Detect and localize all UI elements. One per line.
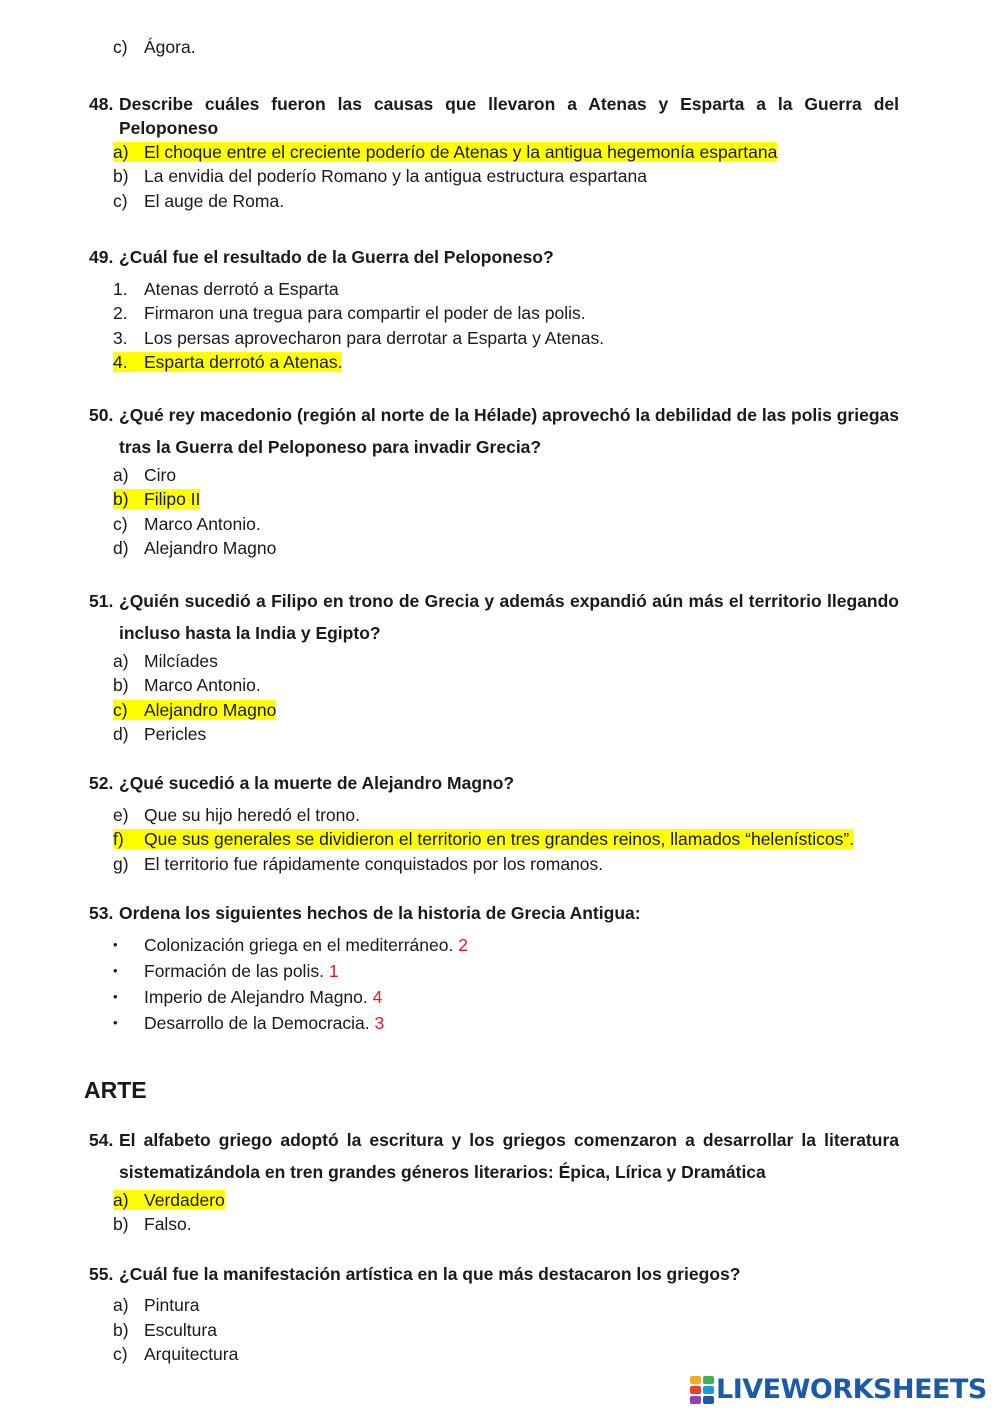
answer-option: b) Marco Antonio. — [113, 675, 261, 695]
answer-option: b) La envidia del poderío Romano y la antigua estructura espartana — [113, 166, 647, 186]
question-54: 54. El alfabeto griego adoptó la escritura y los griegos comenzaron a desarrollar la literatura sistematizándola en tren grandes géneros literarios: Épica, Lírica y Dramática — [89, 1130, 899, 1182]
list-item: • Formación de las polis. 1 — [113, 961, 339, 981]
section-title: ARTE — [84, 1077, 147, 1103]
list-item: • Desarrollo de la Democracia. 3 — [113, 1013, 385, 1033]
question-55: 55. ¿Cuál fue la manifestación artística en la que más destacaron los griegos? — [89, 1264, 741, 1284]
answer-option: c) Alejandro Magno — [113, 700, 277, 720]
answer-option: a) El choque entre el creciente poderío de Atenas y la antigua hegemonía espartana — [113, 142, 778, 162]
question-53: 53. Ordena los siguientes hechos de la historia de Grecia Antigua: — [89, 903, 641, 923]
answer-option: c) Arquitectura — [113, 1344, 239, 1364]
answer-number: 3 — [374, 1013, 385, 1033]
answer-option: g) El territorio fue rápidamente conquistados por los romanos. — [113, 854, 604, 874]
answer-option: a) Pintura — [113, 1295, 200, 1315]
answer-option: c) Marco Antonio. — [113, 514, 261, 534]
answer-option: d) Alejandro Magno — [113, 538, 277, 558]
answer-option: 4. Esparta derrotó a Atenas. — [113, 352, 343, 372]
liveworksheets-logo — [690, 1374, 987, 1405]
logo-icon — [690, 1376, 714, 1404]
answer-option: f) Que sus generales se dividieron el territorio en tres grandes reinos, llamados “helenísticos”. — [113, 829, 855, 849]
answer-option: b) Filipo II — [113, 489, 201, 509]
list-item: • Colonización griega en el mediterráneo. 2 — [113, 935, 468, 955]
answer-option: 1. Atenas derrotó a Esparta — [113, 279, 339, 299]
answer-option: 2. Firmaron una tregua para compartir el poder de las polis. — [113, 303, 586, 323]
answer-option: a) Milcíades — [113, 651, 218, 671]
answer-option: b) Escultura — [113, 1320, 217, 1340]
question-50: 50. ¿Qué rey macedonio (región al norte de la Hélade) aprovechó la debilidad de las polis griegas tras la Guerra del Peloponeso para invadir Grecia? — [89, 405, 899, 457]
answer-option: a) Ciro — [113, 465, 177, 485]
logo-text: LIVEWORKSHEETS — [716, 1374, 987, 1405]
answer-option: c) El auge de Roma. — [113, 191, 285, 211]
answer-number: 4 — [372, 987, 383, 1007]
question-51: 51. ¿Quién sucedió a Filipo en trono de Grecia y además expandió aún más el territorio llegando incluso hasta la India y Egipto? — [89, 591, 899, 643]
question-48: 48. Describe cuáles fueron las causas que llevaron a Atenas y Esparta a la Guerra del Peloponeso — [89, 94, 899, 138]
question-52: 52. ¿Qué sucedió a la muerte de Alejandro Magno? — [89, 773, 515, 793]
question-49: 49. ¿Cuál fue el resultado de la Guerra del Peloponeso? — [89, 247, 554, 267]
answer-option: a) Verdadero — [113, 1190, 225, 1210]
answer-option: d) Pericles — [113, 724, 207, 744]
option-c: c) Ágora. — [113, 37, 196, 57]
answer-option: 3. Los persas aprovecharon para derrotar a Esparta y Atenas. — [113, 328, 605, 348]
answer-option: e) Que su hijo heredó el trono. — [113, 805, 360, 825]
answer-number: 2 — [458, 935, 468, 955]
answer-number: 1 — [328, 961, 339, 981]
answer-option: b) Falso. — [113, 1214, 192, 1234]
list-item: • Imperio de Alejandro Magno. 4 — [113, 987, 383, 1007]
